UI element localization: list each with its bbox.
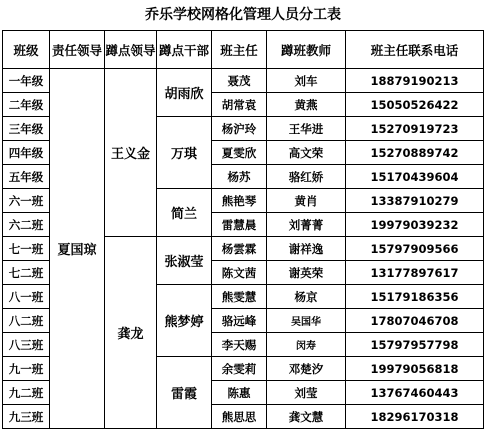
phone-number: 15797909566 <box>346 237 484 261</box>
class-teacher: 杨京 <box>267 285 346 309</box>
head-teacher: 夏雯欣 <box>212 141 267 165</box>
class-teacher: 邓楚汐 <box>267 357 346 381</box>
table-row <box>3 69 484 93</box>
class-teacher: 龚文慧 <box>267 405 346 429</box>
class-name: 九二班 <box>3 381 50 405</box>
head-teacher: 杨雲霖 <box>212 237 267 261</box>
header-phone: 班主任联系电话 <box>346 31 484 69</box>
class-teacher: 骆红娇 <box>267 165 346 189</box>
class-name: 九三班 <box>3 405 50 429</box>
phone-number: 19979039232 <box>346 213 484 237</box>
class-name: 二年级 <box>3 93 50 117</box>
head-teacher: 杨苏 <box>212 165 267 189</box>
head-teacher: 骆远峰 <box>212 309 267 333</box>
header-point-leader: 蹲点领导 <box>105 31 157 69</box>
phone-number: 13387910279 <box>346 189 484 213</box>
head-teacher: 余雯莉 <box>212 357 267 381</box>
class-name: 三年级 <box>3 117 50 141</box>
point-cadre-cell: 胡雨欣 <box>157 69 212 117</box>
head-teacher: 熊艳琴 <box>212 189 267 213</box>
head-teacher: 雷慧晨 <box>212 213 267 237</box>
class-name: 八二班 <box>3 309 50 333</box>
point-leader-cell: 龚龙 <box>105 237 157 429</box>
point-cadre-cell: 万琪 <box>157 117 212 189</box>
phone-number: 13177897617 <box>346 261 484 285</box>
class-teacher: 刘菁菁 <box>267 213 346 237</box>
class-name: 五年级 <box>3 165 50 189</box>
phone-number: 19979056818 <box>346 357 484 381</box>
phone-number: 18296170318 <box>346 405 484 429</box>
class-name: 七二班 <box>3 261 50 285</box>
class-name: 七一班 <box>3 237 50 261</box>
phone-number: 13767460443 <box>346 381 484 405</box>
phone-number: 17807046708 <box>346 309 484 333</box>
class-teacher: 刘莹 <box>267 381 346 405</box>
header-responsible-leader: 责任领导 <box>50 31 105 69</box>
class-name: 六二班 <box>3 213 50 237</box>
head-teacher: 聂茂 <box>212 69 267 93</box>
header-row <box>3 31 484 69</box>
head-teacher: 陈惠 <box>212 381 267 405</box>
header-point-cadre: 蹲点干部 <box>157 31 212 69</box>
class-teacher: 王华进 <box>267 117 346 141</box>
responsible-leader-cell: 夏国琼 <box>50 69 105 429</box>
class-teacher: 吴国华 <box>267 309 346 333</box>
point-leader-cell: 王义金 <box>105 69 157 237</box>
head-teacher: 熊思思 <box>212 405 267 429</box>
head-teacher: 李天赐 <box>212 333 267 357</box>
class-name: 八一班 <box>3 285 50 309</box>
class-teacher: 谢英荣 <box>267 261 346 285</box>
header-head-teacher: 班主任 <box>212 31 267 69</box>
point-cadre-cell: 雷霞 <box>157 357 212 429</box>
phone-number: 15270889742 <box>346 141 484 165</box>
header-class-teacher: 蹲班教师 <box>267 31 346 69</box>
class-name: 一年级 <box>3 69 50 93</box>
point-cadre-cell: 熊梦婷 <box>157 285 212 357</box>
phone-number: 15170439604 <box>346 165 484 189</box>
head-teacher: 熊雯慧 <box>212 285 267 309</box>
head-teacher: 胡常袁 <box>212 93 267 117</box>
class-teacher: 闵寿 <box>267 333 346 357</box>
class-name: 六一班 <box>3 189 50 213</box>
head-teacher: 陈文茜 <box>212 261 267 285</box>
phone-number: 15270919723 <box>346 117 484 141</box>
phone-number: 15179186356 <box>346 285 484 309</box>
phone-number: 15050526422 <box>346 93 484 117</box>
phone-number: 15797957798 <box>346 333 484 357</box>
class-name: 四年级 <box>3 141 50 165</box>
staff-table <box>2 30 484 429</box>
class-teacher: 黄燕 <box>267 93 346 117</box>
point-cadre-cell: 张淑莹 <box>157 237 212 285</box>
class-name: 八三班 <box>3 333 50 357</box>
header-class: 班级 <box>3 31 50 69</box>
page-title: 乔乐学校网格化管理人员分工表 <box>145 7 341 23</box>
head-teacher: 杨沪玲 <box>212 117 267 141</box>
class-name: 九一班 <box>3 357 50 381</box>
class-teacher: 谢祥逸 <box>267 237 346 261</box>
class-teacher: 黄肖 <box>267 189 346 213</box>
class-teacher: 刘车 <box>267 69 346 93</box>
point-cadre-cell: 简兰 <box>157 189 212 237</box>
class-teacher: 高文荣 <box>267 141 346 165</box>
phone-number: 18879190213 <box>346 69 484 93</box>
